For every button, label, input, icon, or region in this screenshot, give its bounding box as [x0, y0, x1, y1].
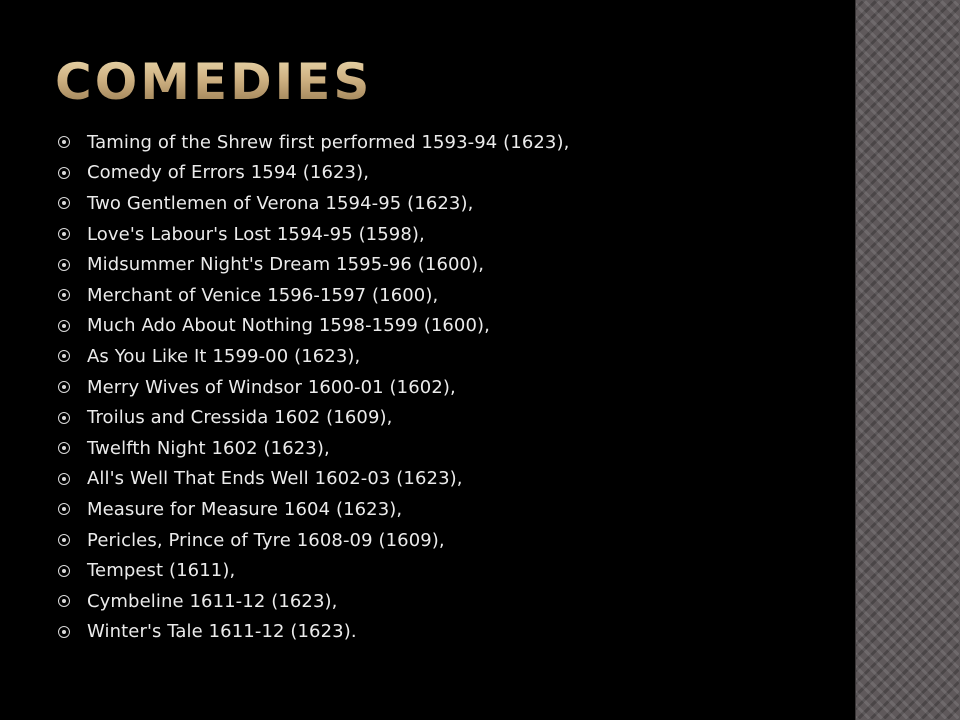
list-item-text: All's Well That Ends Well 1602-03 (1623), — [87, 468, 463, 490]
circled-dot-icon — [58, 197, 70, 209]
list-item — [58, 525, 569, 556]
list-item-text: Comedy of Errors 1594 (1623), — [87, 162, 370, 184]
circled-dot-icon — [58, 381, 70, 393]
circled-dot-icon — [58, 136, 70, 148]
list-item — [58, 494, 569, 525]
circled-dot-icon — [58, 442, 70, 454]
list-item — [58, 188, 569, 219]
comedies-list — [58, 127, 569, 647]
circled-dot-icon — [58, 626, 70, 638]
decorative-side-panel — [855, 0, 960, 720]
list-item-text: Taming of the Shrew first performed 1593-94 (1623), — [87, 131, 570, 153]
list-item-text: Love's Labour's Lost 1594-95 (1598), — [87, 223, 425, 245]
list-item-text: Tempest (1611), — [87, 560, 236, 582]
list-item — [58, 372, 569, 403]
list-item — [58, 464, 569, 495]
list-item — [58, 249, 569, 280]
circled-dot-icon — [58, 167, 70, 179]
list-item — [58, 433, 569, 464]
list-item-text: Twelfth Night 1602 (1623), — [87, 437, 330, 459]
slide-title: COMEDIES — [55, 50, 372, 114]
circled-dot-icon — [58, 289, 70, 301]
circled-dot-icon — [58, 259, 70, 271]
list-item-text: Cymbeline 1611-12 (1623), — [87, 590, 338, 612]
list-item-text: As You Like It 1599-00 (1623), — [87, 345, 361, 367]
circled-dot-icon — [58, 565, 70, 577]
list-item — [58, 219, 569, 250]
list-item — [58, 280, 569, 311]
circled-dot-icon — [58, 473, 70, 485]
circled-dot-icon — [58, 320, 70, 332]
list-item — [58, 341, 569, 372]
circled-dot-icon — [58, 503, 70, 515]
list-item-text: Merchant of Venice 1596-1597 (1600), — [87, 284, 439, 306]
list-item-text: Measure for Measure 1604 (1623), — [87, 498, 403, 520]
circled-dot-icon — [58, 412, 70, 424]
circled-dot-icon — [58, 228, 70, 240]
list-item-text: Merry Wives of Windsor 1600-01 (1602), — [87, 376, 456, 398]
circled-dot-icon — [58, 534, 70, 546]
list-item-text: Troilus and Cressida 1602 (1609), — [87, 407, 393, 429]
list-item — [58, 158, 569, 189]
list-item — [58, 617, 569, 648]
circled-dot-icon — [58, 595, 70, 607]
list-item — [58, 555, 569, 586]
list-item-text: Winter's Tale 1611-12 (1623). — [87, 621, 357, 643]
list-item-text: Midsummer Night's Dream 1595-96 (1600), — [87, 254, 485, 276]
list-item-text: Much Ado About Nothing 1598-1599 (1600), — [87, 315, 490, 337]
list-item — [58, 586, 569, 617]
list-item-text: Two Gentlemen of Verona 1594-95 (1623), — [87, 192, 474, 214]
list-item — [58, 127, 569, 158]
circled-dot-icon — [58, 350, 70, 362]
list-item — [58, 311, 569, 342]
list-item — [58, 402, 569, 433]
list-item-text: Pericles, Prince of Tyre 1608-09 (1609), — [87, 529, 445, 551]
